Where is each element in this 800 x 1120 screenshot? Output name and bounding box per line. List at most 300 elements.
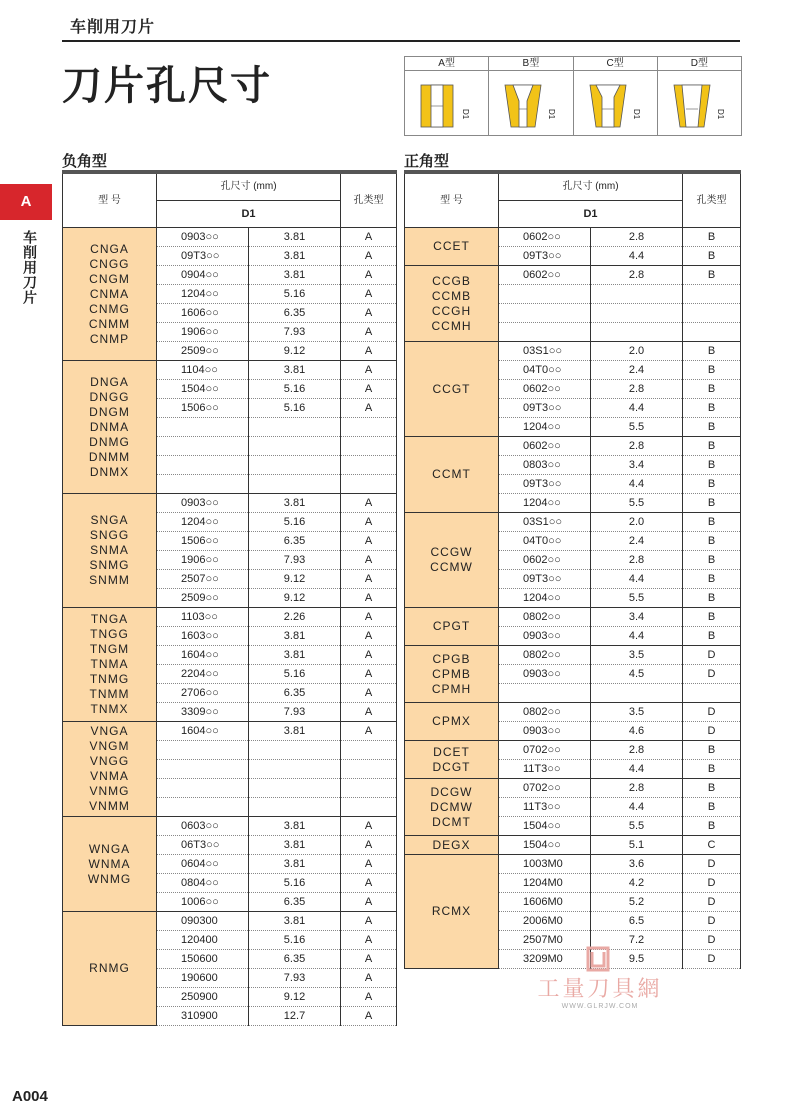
d1-cell: 3.81 [249, 627, 341, 646]
hole-type-cell: B [683, 475, 741, 494]
model-code: SNGA [90, 513, 129, 527]
model-group-cell [63, 494, 157, 608]
hole-type-label: B型 [489, 57, 572, 71]
size-cell: 09T3○○ [157, 247, 249, 266]
positive-hole-table [404, 170, 741, 969]
table-row [405, 646, 741, 665]
hole-type-cell: D [683, 912, 741, 931]
hole-type-cell: B [683, 361, 741, 380]
size-cell: 0903○○ [157, 228, 249, 247]
model-code: DNMA [89, 419, 130, 434]
size-cell: 0903○○ [157, 494, 249, 513]
size-cell: 0602○○ [499, 380, 591, 399]
size-cell: 1504○○ [499, 836, 591, 855]
d1-cell: 4.5 [591, 665, 683, 684]
size-cell: 0602○○ [499, 266, 591, 285]
table-row [405, 608, 741, 627]
d1-cell: 3.81 [249, 361, 341, 380]
model-code: VNGG [89, 754, 130, 768]
size-cell: 03S1○○ [499, 342, 591, 361]
hole-type-cell: A [341, 304, 397, 323]
d1-cell: 3.4 [591, 456, 683, 475]
size-cell [157, 437, 249, 456]
d1-cell: 5.16 [249, 874, 341, 893]
hole-type-cell: B [683, 437, 741, 456]
size-cell: 1906○○ [157, 323, 249, 342]
hole-type-cell: A [341, 874, 397, 893]
hole-type-cell: A [341, 722, 397, 741]
size-cell: 1504○○ [499, 817, 591, 836]
hole-type-cell [341, 779, 397, 798]
model-code: CCGW [430, 545, 473, 559]
hole-type-cell: B [683, 741, 741, 760]
table-row [405, 741, 741, 760]
hole-type-cell: A [341, 817, 397, 836]
size-cell: 0803○○ [499, 456, 591, 475]
table-row [63, 228, 397, 247]
hole-type-cell: A [341, 247, 397, 266]
d1-cell: 3.6 [591, 855, 683, 874]
model-code: TNGM [89, 642, 130, 656]
model-code: CCET [433, 239, 470, 253]
col-model-header: 型 号 [63, 172, 157, 228]
hole-type-cell: A [341, 627, 397, 646]
size-cell [499, 304, 591, 323]
hole-dim-label: D1 [461, 109, 470, 120]
hole-type-cell: A [341, 836, 397, 855]
size-cell: 04T0○○ [499, 361, 591, 380]
hole-type-cell: A [341, 969, 397, 988]
model-code: VNMA [90, 769, 129, 783]
model-group-cell [405, 836, 499, 855]
size-cell: 2706○○ [157, 684, 249, 703]
d1-cell: 5.16 [249, 931, 341, 950]
hole-type-cell: A [341, 608, 397, 627]
size-cell: 06T3○○ [157, 836, 249, 855]
hole-type-cell [341, 760, 397, 779]
d1-cell: 3.81 [249, 494, 341, 513]
size-cell: 0702○○ [499, 741, 591, 760]
d1-cell: 5.5 [591, 494, 683, 513]
positive-heading: 正角型 [404, 153, 450, 170]
size-cell [157, 741, 249, 760]
d1-cell: 5.5 [591, 418, 683, 437]
d1-cell: 2.8 [591, 741, 683, 760]
d1-cell [249, 798, 341, 817]
d1-cell: 4.4 [591, 475, 683, 494]
hole-dim-label: D1 [631, 109, 641, 120]
size-cell [499, 323, 591, 342]
model-group-cell [405, 342, 499, 437]
hole-type-cell: A [341, 380, 397, 399]
d1-cell: 2.8 [591, 228, 683, 247]
d1-cell: 2.8 [591, 551, 683, 570]
hole-type-cell: B [683, 228, 741, 247]
size-cell: 0903○○ [499, 627, 591, 646]
size-cell: 09T3○○ [499, 399, 591, 418]
model-group-cell [63, 912, 157, 1026]
model-code: VNMM [89, 799, 130, 813]
hole-type-cell: A [341, 551, 397, 570]
model-code: CPMH [431, 681, 472, 696]
hole-type-cell: A [341, 399, 397, 418]
size-cell: 0802○○ [499, 608, 591, 627]
size-cell: 120400 [157, 931, 249, 950]
table-row [405, 855, 741, 874]
d1-cell: 4.4 [591, 399, 683, 418]
hole-type-cell [341, 798, 397, 817]
hole-type-cell: A [341, 703, 397, 722]
col-hole-size-header: 孔尺寸 (mm) [157, 172, 341, 201]
model-code: DCGW [430, 784, 473, 799]
hole-type-cell: A [341, 570, 397, 589]
d1-cell: 2.8 [591, 779, 683, 798]
page-title: 刀片孔尺寸 [62, 64, 272, 108]
model-code: TNMX [90, 702, 129, 716]
hole-type-cell: B [683, 456, 741, 475]
d1-cell: 5.16 [249, 380, 341, 399]
size-cell: 3309○○ [157, 703, 249, 722]
hole-dim-label: D1 [715, 109, 725, 120]
d1-cell: 5.5 [591, 589, 683, 608]
hole-type-cell: A [341, 646, 397, 665]
model-code: CNGM [89, 271, 130, 286]
col-hole-size-header: 孔尺寸 (mm) [499, 172, 683, 201]
section-tab[interactable]: A [0, 184, 52, 220]
model-code: DCGT [432, 759, 471, 774]
d1-cell: 5.16 [249, 399, 341, 418]
hole-type-cell [683, 285, 741, 304]
size-cell: 1003M0 [499, 855, 591, 874]
model-code: VNMG [89, 784, 130, 798]
model-code: SNMG [89, 558, 130, 572]
hole-type-cell: A [341, 323, 397, 342]
hole-type-cell: A [341, 266, 397, 285]
hole-type-cell: B [683, 627, 741, 646]
table-row [405, 228, 741, 247]
model-code: CCGB [432, 273, 471, 288]
d1-cell [249, 437, 341, 456]
d1-cell: 7.93 [249, 551, 341, 570]
hole-type-cell: B [683, 266, 741, 285]
size-cell: 0604○○ [157, 855, 249, 874]
d1-cell: 4.2 [591, 874, 683, 893]
hole-type-d [658, 57, 741, 135]
d1-cell: 2.8 [591, 437, 683, 456]
d1-cell [249, 760, 341, 779]
d1-cell [249, 456, 341, 475]
hole-type-cell [341, 456, 397, 475]
d1-cell [249, 418, 341, 437]
model-code: SNGG [89, 528, 130, 542]
model-code: RNMG [89, 961, 130, 975]
model-group-cell [405, 228, 499, 266]
hole-type-cell: A [341, 513, 397, 532]
d1-cell: 9.12 [249, 988, 341, 1007]
insert-section-a-figure [405, 71, 488, 135]
d1-cell: 3.81 [249, 836, 341, 855]
d1-cell: 3.81 [249, 646, 341, 665]
hole-type-cell: D [683, 931, 741, 950]
d1-cell: 2.26 [249, 608, 341, 627]
model-code: CPMB [432, 666, 471, 681]
table-row [63, 912, 397, 931]
model-group-cell [405, 513, 499, 608]
hole-type-cell: A [341, 684, 397, 703]
d1-cell: 6.5 [591, 912, 683, 931]
size-cell: 250900 [157, 988, 249, 1007]
d1-cell: 4.4 [591, 798, 683, 817]
d1-cell: 2.8 [591, 266, 683, 285]
table-row [405, 703, 741, 722]
d1-cell: 5.2 [591, 893, 683, 912]
page-number: A004 [12, 1088, 48, 1105]
hole-type-cell: C [683, 836, 741, 855]
size-cell: 2509○○ [157, 342, 249, 361]
model-code: DNGM [89, 404, 130, 419]
size-cell: 1204M0 [499, 874, 591, 893]
d1-cell: 9.12 [249, 570, 341, 589]
model-code: CNMP [89, 331, 130, 346]
d1-cell: 6.35 [249, 532, 341, 551]
size-cell: 0903○○ [499, 665, 591, 684]
size-cell: 0603○○ [157, 817, 249, 836]
hole-type-diagram [404, 56, 742, 136]
size-cell: 1204○○ [157, 513, 249, 532]
d1-cell: 3.81 [249, 228, 341, 247]
hole-type-cell: A [341, 1007, 397, 1026]
model-code: DNGG [89, 389, 130, 404]
model-code: TNMG [89, 672, 130, 686]
hole-type-cell: D [683, 855, 741, 874]
model-code: WNMA [88, 856, 131, 871]
hole-type-cell: A [341, 988, 397, 1007]
size-cell: 11T3○○ [499, 798, 591, 817]
model-code: VNGA [90, 724, 129, 738]
model-code: DNMG [89, 434, 130, 449]
size-cell [499, 285, 591, 304]
hole-type-cell: B [683, 532, 741, 551]
d1-cell [591, 285, 683, 304]
hole-type-cell: A [341, 912, 397, 931]
insert-section-c-figure [574, 71, 657, 135]
negative-hole-table [62, 170, 397, 1026]
size-cell: 1204○○ [499, 494, 591, 513]
d1-cell: 4.4 [591, 247, 683, 266]
d1-cell [591, 684, 683, 703]
model-group-cell [63, 361, 157, 494]
size-cell: 2509○○ [157, 589, 249, 608]
model-code: SNMA [90, 543, 129, 557]
model-code: CPMX [432, 714, 471, 728]
hole-type-cell: B [683, 589, 741, 608]
hole-type-cell: A [341, 893, 397, 912]
size-cell: 0802○○ [499, 703, 591, 722]
d1-cell: 3.81 [249, 247, 341, 266]
size-cell [157, 760, 249, 779]
insert-section-b-figure [489, 71, 572, 135]
model-group-cell [405, 779, 499, 836]
size-cell: 1506○○ [157, 399, 249, 418]
hole-type-cell: A [341, 855, 397, 874]
d1-cell: 6.35 [249, 684, 341, 703]
hole-type-cell [683, 684, 741, 703]
model-code: CNMM [88, 316, 131, 331]
size-cell: 0602○○ [499, 437, 591, 456]
hole-type-cell: D [683, 703, 741, 722]
size-cell: 09T3○○ [499, 570, 591, 589]
insert-section-d-figure [658, 71, 741, 135]
d1-cell [591, 304, 683, 323]
size-cell: 1603○○ [157, 627, 249, 646]
hole-type-cell: A [341, 931, 397, 950]
d1-cell: 3.5 [591, 646, 683, 665]
d1-cell: 6.35 [249, 304, 341, 323]
section-title: 车削用刀片 [70, 19, 156, 36]
d1-cell: 7.93 [249, 969, 341, 988]
watermark [530, 946, 670, 1010]
size-cell [157, 418, 249, 437]
hole-type-cell: A [341, 950, 397, 969]
top-rule [62, 40, 740, 42]
hole-type-cell: A [341, 494, 397, 513]
d1-cell: 3.81 [249, 266, 341, 285]
d1-cell: 4.4 [591, 570, 683, 589]
model-code: CCMW [430, 560, 473, 574]
model-code: CNGG [89, 256, 130, 271]
d1-cell: 2.0 [591, 342, 683, 361]
table-row [405, 342, 741, 361]
model-group-cell [63, 722, 157, 817]
d1-cell: 9.5 [591, 950, 683, 969]
model-code: WNMG [87, 871, 132, 886]
model-code: CCGT [432, 381, 471, 396]
model-group-cell [405, 646, 499, 703]
hole-type-cell: B [683, 494, 741, 513]
hole-type-cell: A [341, 589, 397, 608]
d1-cell: 4.6 [591, 722, 683, 741]
table-row [405, 513, 741, 532]
hole-type-cell: B [683, 399, 741, 418]
table-row [63, 608, 397, 627]
model-group-cell [405, 703, 499, 741]
model-code: CCMT [432, 467, 471, 481]
d1-cell: 4.4 [591, 760, 683, 779]
negative-heading: 负角型 [62, 153, 108, 170]
model-group-cell [405, 266, 499, 342]
model-code: DNMX [89, 464, 130, 479]
hole-type-cell [683, 304, 741, 323]
hole-type-cell: B [683, 608, 741, 627]
table-row [63, 722, 397, 741]
d1-cell: 6.35 [249, 893, 341, 912]
hole-type-cell [341, 418, 397, 437]
model-group-cell [63, 228, 157, 361]
size-cell: 1204○○ [499, 418, 591, 437]
size-cell: 09T3○○ [499, 475, 591, 494]
size-cell [157, 456, 249, 475]
hole-type-cell: B [683, 380, 741, 399]
hole-type-cell: D [683, 893, 741, 912]
hole-type-cell: D [683, 646, 741, 665]
size-cell: 2006M0 [499, 912, 591, 931]
model-code: RCMX [431, 904, 472, 918]
size-cell: 1103○○ [157, 608, 249, 627]
hole-type-cell: D [683, 722, 741, 741]
d1-cell: 6.35 [249, 950, 341, 969]
model-group-cell [405, 437, 499, 513]
d1-cell: 9.12 [249, 342, 341, 361]
size-cell: 1504○○ [157, 380, 249, 399]
model-code: DCMT [432, 814, 471, 829]
model-group-cell [63, 608, 157, 722]
size-cell: 1606○○ [157, 304, 249, 323]
hole-type-label: A型 [405, 57, 488, 71]
d1-cell [249, 741, 341, 760]
size-cell: 0602○○ [499, 551, 591, 570]
model-code: TNGA [90, 612, 129, 626]
model-code: CNGA [90, 241, 129, 256]
d1-cell: 3.4 [591, 608, 683, 627]
size-cell: 1606M0 [499, 893, 591, 912]
hole-type-a [405, 57, 489, 135]
hole-type-cell: A [341, 665, 397, 684]
model-code: DCMW [430, 799, 473, 814]
model-code: SNMM [89, 573, 130, 587]
size-cell [157, 475, 249, 494]
size-cell: 1506○○ [157, 532, 249, 551]
size-cell: 2204○○ [157, 665, 249, 684]
size-cell: 2507○○ [157, 570, 249, 589]
hole-type-cell: B [683, 570, 741, 589]
size-cell: 2507M0 [499, 931, 591, 950]
watermark-logo-icon [584, 946, 612, 972]
model-code: TNMM [89, 687, 130, 701]
size-cell: 11T3○○ [499, 760, 591, 779]
size-cell: 190600 [157, 969, 249, 988]
d1-cell [591, 323, 683, 342]
d1-cell: 5.16 [249, 513, 341, 532]
hole-type-cell: D [683, 950, 741, 969]
size-cell: 0702○○ [499, 779, 591, 798]
size-cell: 04T0○○ [499, 532, 591, 551]
model-code: CCMB [431, 288, 472, 303]
model-code: DNGA [90, 374, 129, 389]
hole-type-cell [341, 437, 397, 456]
col-d1-header: D1 [499, 201, 683, 228]
d1-cell: 2.8 [591, 380, 683, 399]
size-cell: 1604○○ [157, 722, 249, 741]
hole-type-label: C型 [574, 57, 657, 71]
d1-cell: 2.4 [591, 361, 683, 380]
hole-type-cell: B [683, 551, 741, 570]
hole-dim-label: D1 [547, 109, 557, 120]
table-row [405, 437, 741, 456]
model-code: VNGM [89, 739, 130, 753]
hole-type-cell [683, 323, 741, 342]
model-group-cell [405, 741, 499, 779]
table-row [405, 266, 741, 285]
table-row [405, 836, 741, 855]
model-code: DEGX [432, 837, 471, 852]
d1-cell: 12.7 [249, 1007, 341, 1026]
size-cell: 0903○○ [499, 722, 591, 741]
d1-cell: 3.81 [249, 722, 341, 741]
hole-type-cell: A [341, 361, 397, 380]
hole-type-cell: A [341, 342, 397, 361]
hole-type-cell [341, 475, 397, 494]
table-row [405, 779, 741, 798]
